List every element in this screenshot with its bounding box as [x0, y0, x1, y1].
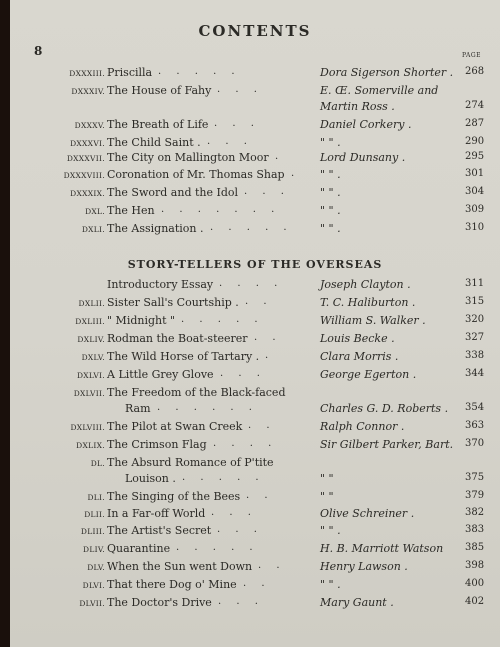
entry-author: " " .: [320, 136, 341, 149]
entry-leader-dots: . . . . .: [176, 542, 259, 553]
entry-title: Quarantine: [107, 542, 171, 555]
entry-leader-dots: . .: [246, 490, 274, 501]
entry-author: " " .: [320, 186, 341, 199]
entry-page: 385: [465, 542, 485, 553]
contents-entry: [10, 560, 500, 578]
entry-page: 383: [465, 524, 485, 535]
entry-author: " " .: [320, 524, 341, 537]
entry-page: 370: [465, 438, 485, 449]
entry-number: DLIII.: [80, 527, 105, 536]
entry-number: DLVI.: [82, 581, 105, 590]
entry-title: The City on Mallington Moor: [107, 151, 269, 164]
contents-entry: [10, 100, 500, 118]
entry-page: 327: [465, 332, 485, 343]
entry-title: That there Dog o' Mine: [107, 578, 237, 591]
contents-entry: [10, 118, 500, 136]
contents-entry: [10, 402, 500, 420]
entry-number: DXLVIII.: [70, 423, 105, 432]
entry-author: Martin Ross .: [320, 100, 395, 113]
entry-number: DL.: [90, 459, 105, 468]
entry-title: A Little Grey Glove: [107, 368, 214, 381]
entry-author: E. Œ. Somerville and: [320, 84, 439, 97]
contents-entry: [10, 578, 500, 596]
entry-number: DXLVI.: [76, 371, 105, 380]
entry-author: Sir Gilbert Parker, Bart.: [320, 438, 454, 451]
entry-number: DXL.: [85, 207, 105, 216]
entry-page: 379: [465, 490, 485, 501]
entry-number: DLI.: [87, 493, 105, 502]
contents-entry: [10, 472, 500, 490]
entry-author: Charles G. D. Roberts .: [320, 402, 449, 415]
entry-number: DXXXV.: [74, 121, 105, 130]
contents-entry: [10, 332, 500, 350]
entry-title: The Artist's Secret: [107, 524, 212, 537]
page-title: CONTENTS: [198, 22, 312, 40]
entry-leader-dots: . . . . .: [158, 66, 241, 77]
contents-entry: [10, 438, 500, 456]
entry-title: Introductory Essay: [107, 278, 214, 291]
entry-leader-dots: . .: [258, 560, 286, 571]
entry-page: 295: [465, 151, 485, 162]
entry-title: Rodman the Boat-steerer: [107, 332, 248, 345]
contents-entry: [10, 186, 500, 204]
entry-author: Clara Morris .: [320, 350, 399, 363]
contents-entry: [10, 368, 500, 386]
entry-author: H. B. Marriott Watson: [320, 542, 444, 555]
entry-title: When the Sun went Down: [107, 560, 253, 573]
entry-author: " " .: [320, 168, 341, 181]
entry-author: " " .: [320, 204, 341, 217]
entry-page: 354: [465, 402, 485, 413]
entry-leader-dots: . . .: [214, 118, 260, 129]
entry-title: Sister Sall's Courtship .: [107, 296, 239, 309]
contents-entry: [10, 350, 500, 368]
entry-leader-dots: . . . .: [213, 438, 278, 449]
entry-page: 338: [465, 350, 485, 361]
entry-author: Ralph Connor .: [320, 420, 405, 433]
entry-page: 363: [465, 420, 485, 431]
contents-entry: [10, 490, 500, 508]
entry-author: Mary Gaunt .: [320, 596, 394, 609]
entry-page: 268: [465, 66, 485, 77]
entry-leader-dots: . . . . .: [181, 314, 264, 325]
entry-author: Lord Dunsany .: [320, 151, 406, 164]
entry-title: In a Far-off World: [107, 507, 206, 520]
entry-title: The Freedom of the Black-faced: [107, 386, 286, 399]
contents-entry: [10, 296, 500, 314]
entry-title: The House of Fahy: [107, 84, 212, 97]
entry-number: DXXXVII.: [66, 154, 105, 163]
entry-page: 375: [465, 472, 485, 483]
entry-page: 382: [465, 507, 485, 518]
contents-entry: [10, 524, 500, 542]
entry-page: 311: [465, 278, 485, 289]
entry-author: William S. Walker .: [320, 314, 426, 327]
entry-number: DXLI.: [81, 225, 105, 234]
entry-title: The Breath of Life: [107, 118, 209, 131]
entry-title: Louison .: [125, 472, 176, 485]
entry-page: 309: [465, 204, 485, 215]
entry-leader-dots: .: [265, 350, 275, 361]
contents-entry: [10, 507, 500, 525]
entry-title: The Wild Horse of Tartary .: [107, 350, 260, 363]
entry-leader-dots: . . .: [218, 596, 264, 607]
entry-title: The Absurd Romance of P'tite: [107, 456, 274, 469]
entry-number: DLII.: [84, 510, 105, 519]
entry-leader-dots: . . . . .: [210, 222, 293, 233]
entry-page: 398: [465, 560, 485, 571]
entry-page: 287: [465, 118, 485, 129]
entry-page: 402: [465, 596, 485, 607]
entry-author: " " .: [320, 578, 341, 591]
entry-leader-dots: . . .: [220, 368, 266, 379]
entry-title: The Pilot at Swan Creek: [107, 420, 243, 433]
entry-author: " ": [320, 472, 334, 485]
contents-entry: [10, 66, 500, 84]
entry-title: The Child Saint .: [107, 136, 201, 149]
entry-page: 400: [465, 578, 485, 589]
entry-number: DXLVII.: [73, 389, 105, 398]
page-number: 8: [34, 44, 43, 58]
entry-page: 274: [465, 100, 485, 111]
entry-leader-dots: . . . .: [219, 278, 284, 289]
entry-author: " ": [320, 490, 334, 503]
contents-entry: [10, 420, 500, 438]
entry-page: 320: [465, 314, 485, 325]
entry-page: 301: [465, 168, 485, 179]
contents-entry: [10, 278, 500, 296]
entry-author: Louis Becke .: [320, 332, 395, 345]
contents-entry: [10, 151, 500, 169]
book-spine-shadow: [0, 0, 10, 647]
entry-number: DXLIV.: [77, 335, 105, 344]
entry-number: DXLIII.: [75, 317, 105, 326]
entry-title: The Singing of the Bees: [107, 490, 241, 503]
entry-number: DXXXVIII.: [63, 171, 105, 180]
entry-leader-dots: . . .: [211, 507, 257, 518]
entry-leader-dots: . . .: [207, 136, 253, 147]
entry-leader-dots: . .: [245, 296, 273, 307]
entry-page: 290: [465, 136, 485, 147]
contents-entry: [10, 222, 500, 240]
entry-leader-dots: . . . . . .: [157, 402, 258, 413]
entry-leader-dots: . . . . . . .: [161, 204, 281, 215]
entry-leader-dots: . .: [254, 332, 282, 343]
entry-leader-dots: . .: [248, 420, 276, 431]
entry-author: Olive Schreiner .: [320, 507, 415, 520]
entry-author: Dora Sigerson Shorter .: [320, 66, 454, 79]
contents-entry: [10, 204, 500, 222]
entry-number: DXLIX.: [76, 441, 105, 450]
contents-entry: [10, 168, 500, 186]
entry-title: The Crimson Flag: [107, 438, 207, 451]
entry-page: 344: [465, 368, 485, 379]
entry-author: " " .: [320, 222, 341, 235]
contents-entry: [10, 596, 500, 614]
entry-leader-dots: . . .: [217, 84, 263, 95]
entry-number: DLIV.: [83, 545, 105, 554]
contents-entry: [10, 314, 500, 332]
entry-author: Daniel Corkery .: [320, 118, 412, 131]
entry-title: The Doctor's Drive: [107, 596, 212, 609]
entry-title: " Midnight ": [107, 314, 176, 327]
entry-title: Ram: [125, 402, 151, 415]
entry-title: The Assignation .: [107, 222, 204, 235]
entry-leader-dots: . . .: [244, 186, 290, 197]
entry-number: DXLII.: [78, 299, 105, 308]
entry-leader-dots: . . .: [217, 524, 263, 535]
entry-number: DLVII.: [79, 599, 105, 608]
entry-leader-dots: .: [275, 151, 285, 162]
entry-page: 304: [465, 186, 485, 197]
entry-page: 310: [465, 222, 485, 233]
entry-number: DXLV.: [81, 353, 105, 362]
section-heading: STORY-TELLERS OF THE OVERSEAS: [127, 258, 383, 271]
entry-number: DLV.: [87, 563, 105, 572]
entry-title: The Sword and the Idol: [107, 186, 239, 199]
entry-number: DXXXIII.: [69, 69, 105, 78]
entry-title: Priscilla: [107, 66, 153, 79]
entry-author: Henry Lawson .: [320, 560, 408, 573]
book-page: [10, 0, 500, 647]
entry-author: George Egerton .: [320, 368, 417, 381]
page-column-label: PAGE: [462, 52, 481, 59]
entry-leader-dots: . . . . .: [182, 472, 265, 483]
entry-title: The Hen: [107, 204, 155, 217]
entry-leader-dots: . .: [243, 578, 271, 589]
entry-author: T. C. Haliburton .: [320, 296, 416, 309]
contents-entry: [10, 542, 500, 560]
entry-number: DXXXIV.: [71, 87, 105, 96]
entry-title: Coronation of Mr. Thomas Shap: [107, 168, 285, 181]
entry-number: DXXXIX.: [70, 189, 105, 198]
entry-author: Joseph Clayton .: [320, 278, 411, 291]
entry-leader-dots: .: [291, 168, 301, 179]
entry-number: DXXXVI.: [70, 139, 105, 148]
entry-page: 315: [465, 296, 485, 307]
